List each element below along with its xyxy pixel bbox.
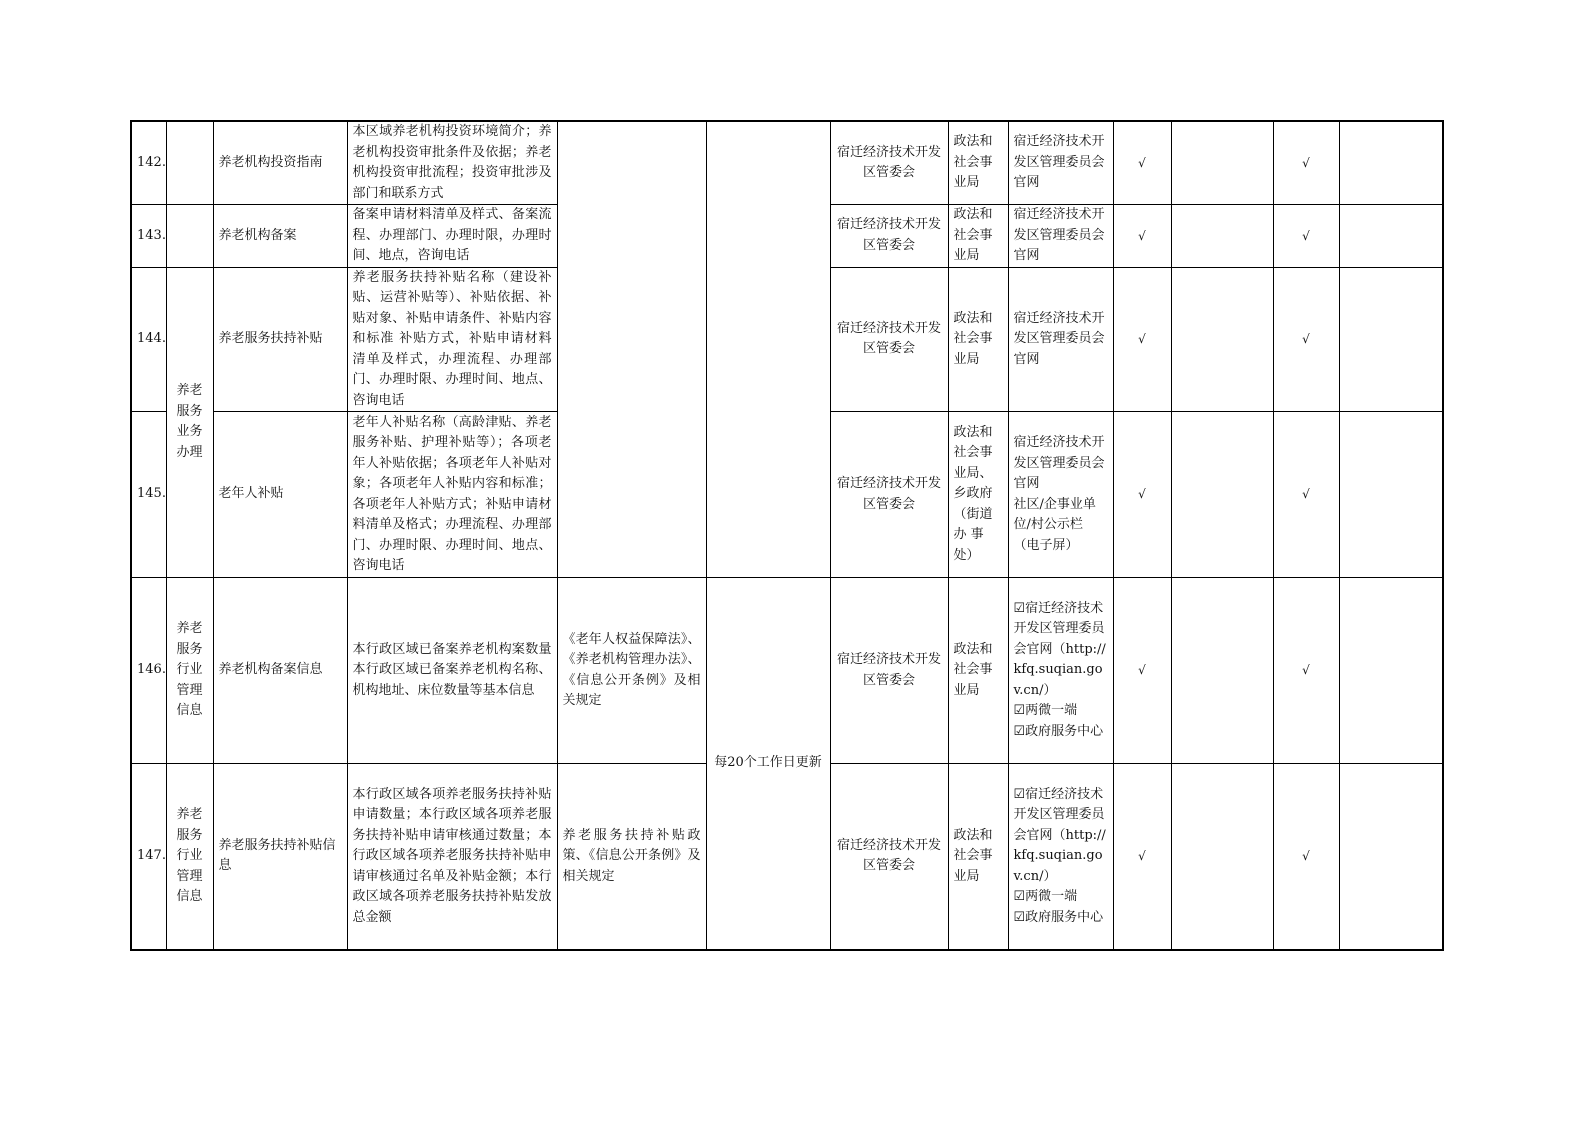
- category-cell-empty: [166, 121, 213, 205]
- empty-cell: [1339, 267, 1443, 412]
- item-content: 老年人补贴名称（高龄津贴、养老服务补贴、护理补贴等）；各项老年人补贴依据；各项老年人补贴对象；各项老年人补贴内容和标准；各项老年人补贴方式；补贴申请材料清单及格式；办理流程、办理部门、办理时限、办理时间、地点、咨询电话: [347, 412, 557, 578]
- empty-cell: [1171, 578, 1273, 764]
- channel-line: ☑宿迁经济技术开发区管理委员会官网（http://kfq.suqian.gov.cn/）: [1013, 600, 1106, 698]
- check-mark-a: √: [1113, 205, 1171, 268]
- empty-cell: [1339, 205, 1443, 268]
- check-mark-b: √: [1273, 412, 1339, 578]
- empty-cell: [1171, 205, 1273, 268]
- category-name: 养老服务行业管理信息: [166, 578, 213, 764]
- row-number: 142.: [131, 121, 166, 205]
- dept-name: 政法和社会事业局: [948, 267, 1008, 412]
- category-name: 养老服务业务办理: [166, 267, 213, 578]
- check-mark-b: √: [1273, 205, 1339, 268]
- row-number: 146.: [131, 578, 166, 764]
- empty-cell: [1171, 764, 1273, 950]
- item-content: 养老服务扶持补贴名称（建设补贴、运营补贴等）、补贴依据、补贴对象、补贴申请条件、补贴内容和标准 补贴方式，补贴申请材料清单及样式，办理流程、办理部门、办理时限、办理时间、地点、咨询电话: [347, 267, 557, 412]
- check-mark-a: √: [1113, 412, 1171, 578]
- empty-cell: [1339, 578, 1443, 764]
- channel-cell: [1008, 121, 1113, 205]
- empty-cell: [1339, 412, 1443, 578]
- basis-text: 《老年人权益保障法》、《养老机构管理办法》、《信息公开条例》及相关规定: [557, 578, 706, 764]
- channel-line: 社区/企事业单位/村公示栏（电子屏）: [1013, 496, 1096, 553]
- org-name: 宿迁经济技术开发区管委会: [830, 121, 948, 205]
- row-number: 145.: [131, 412, 166, 578]
- org-name: 宿迁经济技术开发区管委会: [830, 205, 948, 268]
- basis-text: 养老服务扶持补贴政策、《信息公开条例》及相关规定: [557, 764, 706, 950]
- item-name: 老年人补贴: [213, 412, 347, 578]
- check-mark-a: √: [1113, 121, 1171, 205]
- table-row: [131, 578, 1443, 764]
- row-number: 143.: [131, 205, 166, 268]
- basis-cell-empty: [557, 121, 706, 578]
- item-content: 本区域养老机构投资环境简介；养老机构投资审批条件及依据；养老机构投资审批流程；投资审批涉及部门和联系方式: [347, 121, 557, 205]
- org-name: 宿迁经济技术开发区管委会: [830, 578, 948, 764]
- empty-cell: [1171, 267, 1273, 412]
- channel-line: 宿迁经济技术开发区管理委员会官网: [1013, 435, 1105, 491]
- dept-name: 政法和社会事业局、乡政府（街道办 事处）: [948, 412, 1008, 578]
- item-content: 本行政区域各项养老服务扶持补贴申请数量；本行政区域各项养老服务扶持补贴申请审核通过数量；本行政区域各项养老服务扶持补贴申请审核通过名单及补贴金额；本行政区域各项养老服务扶持补贴发放总金额: [347, 764, 557, 950]
- check-mark-b: √: [1273, 121, 1339, 205]
- disclosure-table: [130, 120, 1444, 951]
- check-mark-b: √: [1273, 267, 1339, 412]
- update-cell-empty: [706, 121, 830, 578]
- empty-cell: [1171, 412, 1273, 578]
- channel-line: 宿迁经济技术开发区管理委员会官网: [1013, 134, 1105, 191]
- org-name: 宿迁经济技术开发区管委会: [830, 267, 948, 412]
- channel-cell: [1008, 764, 1113, 950]
- item-name: 养老服务扶持补贴信息: [213, 764, 347, 950]
- item-name: 养老服务扶持补贴: [213, 267, 347, 412]
- update-cycle: 每20个工作日更新: [706, 578, 830, 950]
- item-content: 本行政区域已备案养老机构案数量本行政区域已备案养老机构名称、机构地址、床位数量等基本信息: [347, 578, 557, 764]
- dept-name: 政法和社会事业局: [948, 764, 1008, 950]
- empty-cell: [1339, 764, 1443, 950]
- channel-line: 宿迁经济技术开发区管理委员会官网: [1013, 207, 1105, 263]
- dept-name: 政法和社会事业局: [948, 121, 1008, 205]
- category-name: 养老服务行业管理信息: [166, 764, 213, 950]
- channel-cell: [1008, 205, 1113, 268]
- dept-name: 政法和社会事业局: [948, 205, 1008, 268]
- org-name: 宿迁经济技术开发区管委会: [830, 764, 948, 950]
- check-mark-a: √: [1113, 578, 1171, 764]
- table-row: [131, 121, 1443, 205]
- channel-cell: [1008, 578, 1113, 764]
- check-mark-a: √: [1113, 267, 1171, 412]
- item-name: 养老机构备案: [213, 205, 347, 268]
- channel-cell: [1008, 267, 1113, 412]
- item-content: 备案申请材料清单及样式、备案流程、办理部门、办理时限，办理时间、地点，咨询电话: [347, 205, 557, 268]
- channel-cell: [1008, 412, 1113, 578]
- row-number: 144.: [131, 267, 166, 412]
- item-name: 养老机构备案信息: [213, 578, 347, 764]
- dept-name: 政法和社会事业局: [948, 578, 1008, 764]
- channel-line: ☑两微一端: [1013, 703, 1078, 719]
- empty-cell: [1339, 121, 1443, 205]
- empty-cell: [1171, 121, 1273, 205]
- channel-line: 宿迁经济技术开发区管理委员会官网: [1013, 310, 1105, 367]
- channel-line: ☑宿迁经济技术开发区管理委员会官网（http://kfq.suqian.gov.cn/）: [1013, 786, 1106, 884]
- channel-line: ☑政府服务中心: [1013, 723, 1104, 739]
- channel-line: ☑两微一端: [1013, 889, 1078, 904]
- row-number: 147.: [131, 764, 166, 950]
- category-cell-empty: [166, 205, 213, 268]
- item-name: 养老机构投资指南: [213, 121, 347, 205]
- check-mark-b: √: [1273, 764, 1339, 950]
- check-mark-a: √: [1113, 764, 1171, 950]
- channel-line: ☑政府服务中心: [1013, 909, 1104, 925]
- check-mark-b: √: [1273, 578, 1339, 764]
- org-name: 宿迁经济技术开发区管委会: [830, 412, 948, 578]
